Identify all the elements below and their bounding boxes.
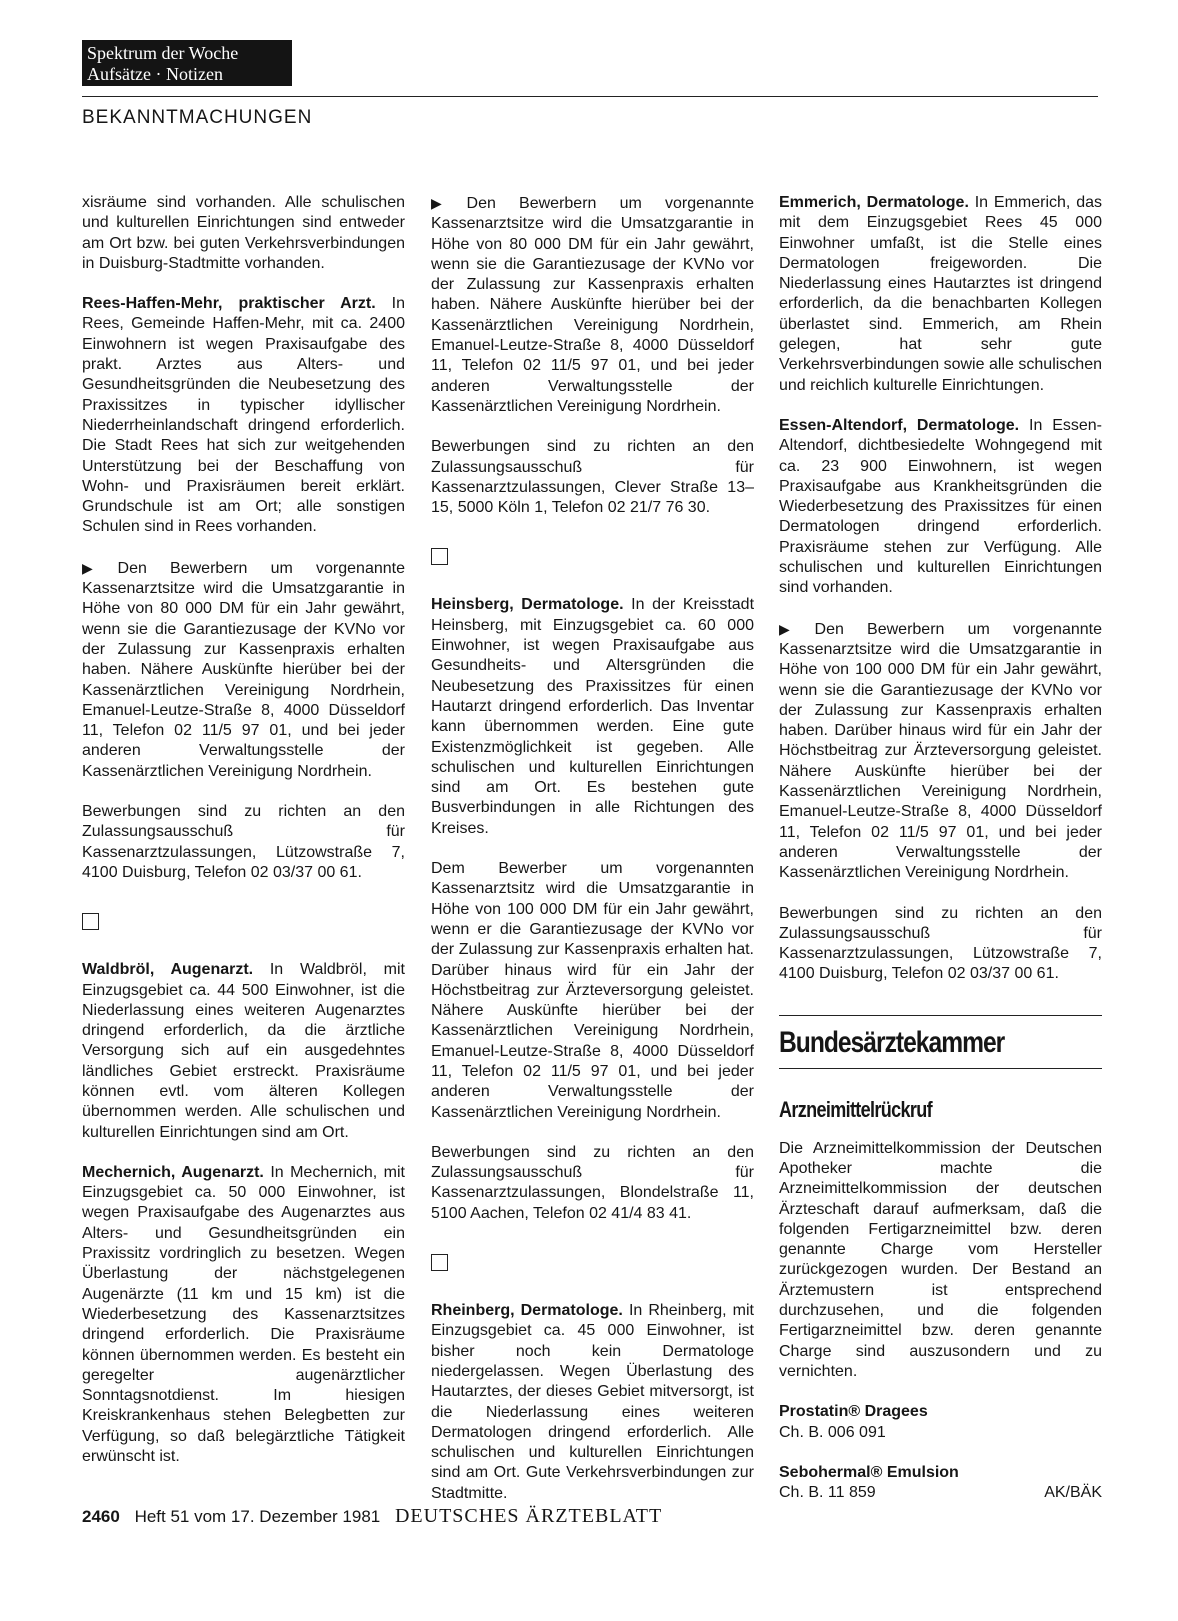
section-badge (82, 40, 292, 86)
paragraph: Bewerbungen sind zu richten an den Zulassungsausschuß für Kassenarztzulassungen, Lützowstraße 7, 4100 Duisburg, Telefon 02 03/37 00 61. (82, 803, 405, 881)
paragraph: Waldbröl, Augenarzt. In Waldbröl, mit Einzugsgebiet ca. 44 500 Einwohner, ist die Niederlassung eines weiteren Augenarztes dringend erforderlich, da die ärztliche Versorgung sich auf ein ausgedehntes ländliches Gebiet erstreckt. Praxisräume können evtl. vom älteren Kollegen übernommen werden. Alle schulischen und kulturellen Einrichtungen sind am Ort. (82, 961, 405, 1141)
section-rule (779, 1068, 1102, 1069)
triangle-bullet-icon: ▶ (431, 195, 461, 211)
column-2 (431, 193, 754, 1524)
paragraph: Essen-Altendorf, Dermatologe. In Essen-Altendorf, dichtbesiedelte Wohngegend mit ca. 23 900 Einwohnern, ist wegen Praxisaufgabe aus Krankheitsgründen die Wiederbesetzung des Praxissitzes für einen Dermatologen dringend erforderlich. Praxisräume stehen zur Verfügung. Alle schulischen und kulturellen Einrichtungen sind vorhanden. (779, 416, 1103, 597)
drug-charge: Ch. B. 006 091 (779, 1423, 886, 1441)
paragraph: Rees-Haffen-Mehr, praktischer Arzt. In Rees, Gemeinde Haffen-Mehr, mit ca. 2400 Einwohnern ist wegen Praxisaufgabe des prakt. Arztes aus Alters- und Gesundheitsgründen die Neubesetzung des Praxissitzes in typischer idyllischer Niederrheinlandschaft dringend erforderlich. Die Stadt Rees hat sich zur weitgehenden Unterstützung bei der Beschaffung von Wohn- und Praxisräumen bereit erklärt. Grundschule ist am Ort; alle sonstigen Schulen sind in Rees vorhanden. (82, 295, 405, 536)
paragraph: Heinsberg, Dermatologe. In der Kreisstadt Heinsberg, mit Einzugsgebiet ca. 60 000 Einwohner, ist wegen Praxisaufgabe aus Gesundheits- und Altersgründen die Neubesetzung des Praxissitzes für einen Hautarzt dringend erforderlich. Das Inventar kann übernommen werden. Eine gute Existenzmöglichkeit ist gegeben. Alle schulischen und kulturellen Einrichtungen sind am Ort. Es bestehen gute Busverbindungen in alle Richtungen des Kreises. (431, 596, 755, 837)
section-title: BEKANNTMACHUNGEN (82, 107, 313, 128)
drug-name: Sebohermal® Emulsion (779, 1463, 959, 1481)
header-rule (82, 96, 1098, 97)
signature: AK/BÄK (1044, 1484, 1102, 1502)
column-3 (779, 193, 1102, 1523)
article-heading: Arzneimittelrückruf (779, 1096, 932, 1122)
column-1 (82, 193, 405, 1487)
drug-entry (779, 1463, 1102, 1504)
paragraph: ▶ Den Bewerbern um vorgenannte Kassenarztsitze wird die Umsatzgarantie in Höhe von 100 000 DM für ein Jahr gewährt, wenn sie die Garantiezusage der KVNo vor der Zulassung zur Kassenpraxis erhalten haben. Darüber hinaus wird für ein Jahr der Höchstbeitrag zur Ärzteversorgung geleistet. Nähere Auskünfte hierüber bei der Kassenärztlichen Vereinigung Nordrhein, Emanuel-Leutze-Straße 8, 4000 Düsseldorf 11, Telefon 02 11/5 97 01, und bei jeder anderen Verwaltungsstelle der Kassenärztlichen Vereinigung Nordrhein. (779, 620, 1102, 882)
paragraph: Bewerbungen sind zu richten an den Zulassungsausschuß für Kassenarztzulassungen, Clever Straße 13–15, 5000 Köln 1, Telefon 02 21/7 76 30. (431, 438, 754, 517)
paragraph: Emmerich, Dermatologe. In Emmerich, das mit dem Einzugsgebiet Rees 45 000 Einwohner umfaßt, ist die Stelle eines Dermatologen freigeworden. Die Niederlassung eines Hautarztes ist dringend erforderlich, da die benachbarten Kollegen überlastet sind. Emmerich, am Rhein gelegen, hat sehr gute Verkehrsverbindungen sowie alle schulischen und reichlich kulturelle Einrichtungen. (779, 194, 1102, 394)
paragraph: Mechernich, Augenarzt. In Mechernich, mit Einzugsgebiet ca. 50 000 Einwohner, ist wegen Praxisaufgabe des Augenarztes aus Alters- und Gesundheitsgründen ein Praxissitz vordringlich zu besetzen. Wegen Überlastung der nächstgelegenen Augenärzte (11 km und 15 km) ist die Wiederbesetzung des Kassenarztsitzes dringend erforderlich. Die Praxisräume können übernommen werden. Es besteht ein geregelter augenärztlicher Sonntagsnotdienst. Im hiesigen Kreiskrankenhaus stehen Belegbetten zur Verfügung, so daß belegärztliche Tätigkeit erwünscht ist. (82, 1163, 405, 1466)
entry-heading: Heinsberg, Dermatologe. (431, 596, 624, 614)
journal-name: DEUTSCHES ÄRZTEBLATT (394, 1505, 663, 1527)
triangle-bullet-icon: ▶ (779, 620, 809, 637)
paragraph: ▶ Den Bewerbern um vorgenannte Kassenarztsitze wird die Umsatzgarantie in Höhe von 80 000 DM für ein Jahr gewährt, wenn sie die Garantiezusage der KVNo vor der Zulassung zur Kassenpraxis erhalten haben. Nähere Auskünfte hierüber bei der Kassenärztlichen Vereinigung Nordrhein, Emanuel-Leutze-Straße 8, 4000 Düsseldorf 11, Telefon 02 11/5 97 01, und bei jeder anderen Verwaltungsstelle der Kassenärztlichen Vereinigung Nordrhein. (431, 195, 754, 415)
paragraph: Die Arzneimittelkommission der Deutschen Apotheker machte die Arzneimittelkommission der deutschen Ärzteschaft darauf aufmerksam, daß die folgenden Fertigarzneimittel bzw. deren genannte Charge vom Hersteller zurückgezogen wurden. Der Bestand an Ärztemustern ist entsprechend durchzusehen, und die folgenden Fertigarzneimittel bzw. deren genannte Charge sind auszusondern und zu vernichten. (779, 1139, 1102, 1380)
badge-line-2: Aufsätze · Notizen (87, 64, 223, 84)
end-box-icon (431, 548, 448, 565)
page-footer (82, 1505, 662, 1528)
drug-name: Prostatin® Dragees (779, 1403, 928, 1421)
section-heading: Bundesärztekammer (779, 1025, 1005, 1059)
triangle-bullet-icon: ▶ (82, 559, 112, 576)
page-number: 2460 (82, 1507, 120, 1526)
drug-entry (779, 1402, 1102, 1443)
drug-charge: Ch. B. 11 859 (779, 1484, 876, 1502)
entry-heading: Waldbröl, Augenarzt. (82, 961, 254, 979)
entry-heading: Essen-Altendorf, Dermatologe. (779, 416, 1020, 434)
badge-line-1: Spektrum der Woche (87, 43, 239, 63)
paragraph: Dem Bewerber um vorgenannten Kassenarztsitz wird die Umsatzgarantie in Höhe von 100 000 DM für ein Jahr gewährt, wenn er die Garantiezusage der KVNo vor der Zulassung zur Kassenpraxis erhalten hat. Darüber hinaus wird für ein Jahr der Höchstbeitrag zur Ärzteversorgung geleistet. Nähere Auskünfte hierüber bei der Kassenärztlichen Vereinigung Nordrhein, Emanuel-Leutze-Straße 8, 4000 Düsseldorf 11, Telefon 02 11/5 97 01, und bei jeder anderen Verwaltungsstelle der Kassenärztlichen Vereinigung Nordrhein. (431, 860, 754, 1121)
entry-heading: Rheinberg, Dermatologe. (431, 1302, 623, 1320)
section-rule (779, 1015, 1102, 1016)
entry-heading: Mechernich, Augenarzt. (82, 1163, 264, 1181)
paragraph: Bewerbungen sind zu richten an den Zulassungsausschuß für Kassenarztzulassungen, Blondelstraße 11, 5100 Aachen, Telefon 02 41/4 83 41. (431, 1143, 754, 1222)
paragraph: Bewerbungen sind zu richten an den Zulassungsausschuß für Kassenarztzulassungen, Lützowstraße 7, 4100 Duisburg, Telefon 02 03/37 00 61. (779, 904, 1102, 983)
paragraph: Rheinberg, Dermatologe. In Rheinberg, mit Einzugsgebiet ca. 45 000 Einwohner, ist bisher noch kein Dermatologe niedergelassen. Wegen Überlastung des Hautarztes, der dieses Gebiet mitversorgt, ist die Niederlassung eines weiteren Dermatologen dringend erforderlich. Alle schulischen und kulturellen Einrichtungen sind am Ort. Gute Verkehrsverbindungen zur Stadtmitte. (431, 1302, 754, 1502)
entry-heading: Rees-Haffen-Mehr, praktischer Arzt. (82, 295, 376, 313)
paragraph: ▶ Den Bewerbern um vorgenannte Kassenarztsitze wird die Umsatzgarantie in Höhe von 80 000 DM für ein Jahr gewährt, wenn sie die Garantiezusage der KVNo vor der Zulassung zur Kassenpraxis erhalten haben. Nähere Auskünfte hierüber bei der Kassenärztlichen Vereinigung Nordrhein, Emanuel-Leutze-Straße 8, 4000 Düsseldorf 11, Telefon 02 11/5 97 01, und bei jeder anderen Verwaltungsstelle der Kassenärztlichen Vereinigung Nordrhein. (82, 559, 405, 780)
entry-heading: Emmerich, Dermatologe. (779, 194, 969, 211)
paragraph: xisräume sind vorhanden. Alle schulischen und kulturellen Einrichtungen sind entweder am Ort bzw. bei guten Verkehrsverbindungen in Duisburg-Stadtmitte vorhanden. (82, 194, 405, 272)
end-box-icon (82, 913, 99, 930)
issue-info: Heft 51 vom 17. Dezember 1981 (134, 1507, 381, 1526)
end-box-icon (431, 1254, 448, 1271)
